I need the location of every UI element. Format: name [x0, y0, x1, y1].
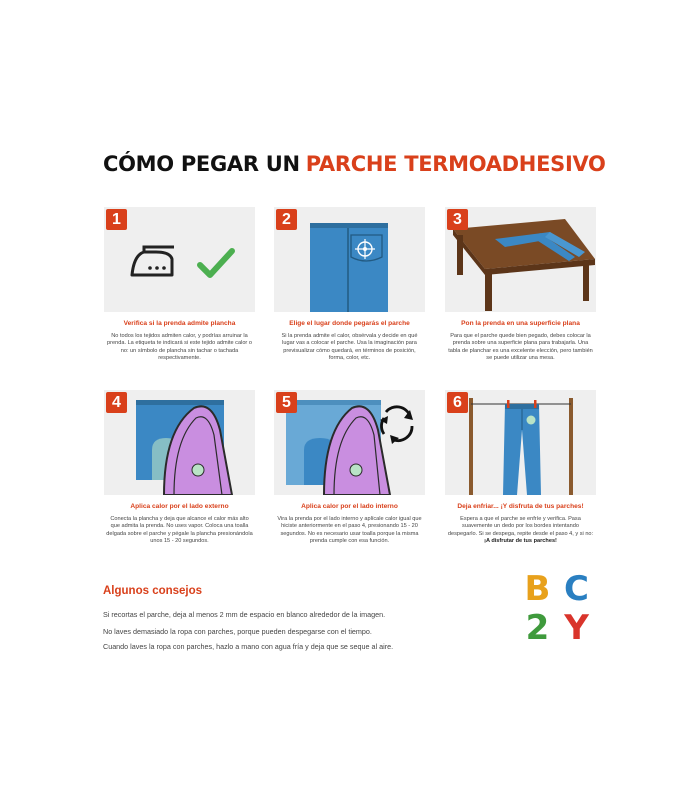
- step-6-illustration: [445, 390, 596, 495]
- step-heading: Aplica calor por el lado externo: [130, 503, 229, 510]
- tips-title: Algunos consejos: [103, 585, 203, 597]
- step-card-6: [445, 390, 596, 546]
- step-heading: Verifica si la prenda admite plancha: [123, 320, 236, 327]
- logo-letter: 2: [525, 608, 550, 648]
- title-part-2: PARCHE TERMOADHESIVO: [305, 152, 606, 176]
- step-card-1: [104, 207, 255, 363]
- bc2y-logo: [518, 570, 596, 648]
- step-number: 6: [447, 392, 468, 413]
- tip-item: Cuando laves la ropa con parches, hazlo a mano con agua fría y deja que se seque al aire.: [103, 642, 394, 651]
- step-2-illustration: [274, 207, 425, 312]
- tip-item: No laves demasiado la ropa con parches, porque pueden despegarse con el tiempo.: [103, 627, 372, 636]
- step-description-text: Espera a que el parche se enfríe y verifica. Pasa suavemente un dedo por los bordes intentando despegarlo. Si se despega, repite desde el paso 4, y si no:: [447, 516, 594, 537]
- step-number: 5: [276, 392, 297, 413]
- step-heading: Pon la prenda en una superficie plana: [461, 320, 580, 327]
- step-description-bold: ¡A disfrutar de tus parches!: [484, 538, 557, 545]
- step-description: Si la prenda admite el calor, obsérvala y decide en qué lugar vas a colocar el parche. Usa la imaginación para previsualizar cómo quedará, en términos de posición, forma, color, etc.: [281, 333, 418, 362]
- step-description: Conecta la plancha y deja que alcance el calor más alto que admita la prenda. No uses vapor. Coloca una toalla delgada sobre el parche y pégale la plancha presionándola unos 15 - 20 segundos.: [106, 516, 253, 545]
- step-number: 1: [106, 209, 127, 230]
- step-card-4: [104, 390, 255, 546]
- step-number: 3: [447, 209, 468, 230]
- step-number: 4: [106, 392, 127, 413]
- step-3-illustration: [445, 207, 596, 312]
- step-description: Para que el parche quede bien pegado, debes colocar la prenda sobre una superficie plana para trabajarla. Una tabla de planchar es una excelente elección, pero también se puede utilizar una mesa.: [448, 333, 593, 362]
- step-card-2: [274, 207, 425, 363]
- step-heading: Aplica calor por el lado interno: [301, 503, 398, 510]
- tip-item: Si recortas el parche, deja al menos 2 mm de espacio en blanco alrededor de la imagen.: [103, 610, 386, 619]
- logo-letter: Y: [564, 608, 589, 648]
- step-heading: Deja enfriar... ¡Y disfruta de tus parches!: [457, 503, 584, 510]
- step-description: Vira la prenda por el lado interno y aplícale calor igual que hiciste anteriormente en el paso 4, presionando 15 - 20 segundos. No es necesario usar toalla porque la misma prenda cumple con esa función.: [277, 516, 422, 545]
- logo-letter: B: [524, 569, 551, 609]
- logo-letter: C: [564, 569, 589, 609]
- step-card-5: [274, 390, 425, 546]
- step-1-illustration: [104, 207, 255, 312]
- step-description: [445, 516, 596, 546]
- title-part-1: CÓMO PEGAR UN: [103, 152, 300, 176]
- step-description: No todos los tejidos admiten calor, y podrías arruinar la prenda. La etiqueta te indicará si este tejido admite calor o no: un símbolo de plancha sin tachar o tachada respectivamente.: [107, 333, 252, 362]
- step-5-illustration: [274, 390, 425, 495]
- step-4-illustration: [104, 390, 255, 495]
- step-card-3: [445, 207, 596, 363]
- page-title: [103, 152, 606, 182]
- step-number: 2: [276, 209, 297, 230]
- step-heading: Elige el lugar donde pegarás el parche: [289, 320, 410, 327]
